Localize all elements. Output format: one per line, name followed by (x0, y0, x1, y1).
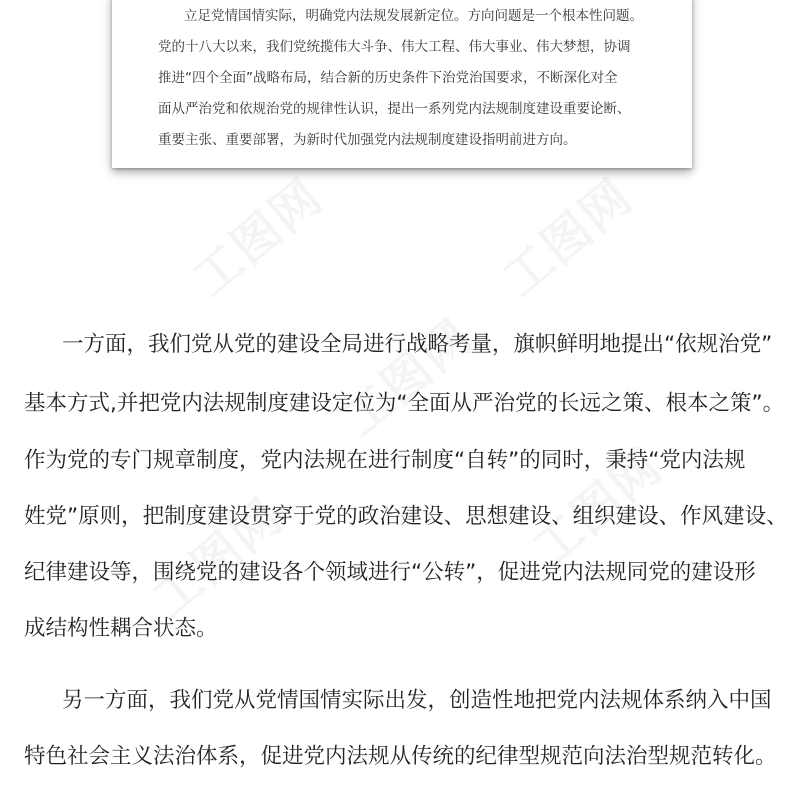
paragraph-line: 基本方式,并把党内法规制度建设定位为“全面从严治党的长远之策、根本之策”。 (24, 391, 785, 416)
paragraph-line: 特色社会主义法治体系，促进党内法规从传统的纪律型规范向法治型规范转化。 (24, 744, 777, 769)
watermark: 工图网 (142, 488, 294, 628)
watermark: 工图网 (522, 438, 674, 578)
paragraph-line: 一方面，我们党从党的建设全局进行战略考量，旗帜鲜明地提出“依规治党” (62, 332, 773, 357)
card-text-line: 重要主张、重要部署，为新时代加强党内法规制度建设指明前进方向。 (158, 132, 577, 148)
card-text-line: 立足党情国情实际，明确党内法规发展新定位。方向问题是一个根本性问题。 (184, 8, 643, 24)
card-text-line: 面从严治党和依规治党的规律性认识，提出一系列党内法规制度建设重要论断、 (158, 101, 631, 117)
paragraph-line: 成结构性耦合状态。 (24, 616, 218, 641)
document-excerpt-card (112, 0, 692, 168)
paragraph-line: 姓党”原则，把制度建设贯穿于党的政治建设、思想建设、组织建设、作风建设、 (24, 504, 788, 529)
watermark: 工图网 (332, 308, 484, 448)
paragraph-line: 作为党的专门规章制度，党内法规在进行制度“自转”的同时，秉持“党内法规 (24, 448, 746, 473)
card-text-line: 党的十八大以来，我们党统揽伟大斗争、伟大工程、伟大事业、伟大梦想，协调 (158, 39, 631, 55)
card-text-line: 推进“四个全面”战略布局，结合新的历史条件下治党治国要求，不断深化对全 (158, 70, 618, 86)
paragraph-line: 另一方面，我们党从党情国情实际出发，创造性地把党内法规体系纳入中国 (62, 688, 772, 713)
watermark: 工图网 (492, 168, 644, 308)
paragraph-line: 纪律建设等，围绕党的建设各个领域进行“公转”，促进党内法规同党的建设形 (24, 560, 756, 585)
watermark: 工图网 (182, 168, 334, 308)
